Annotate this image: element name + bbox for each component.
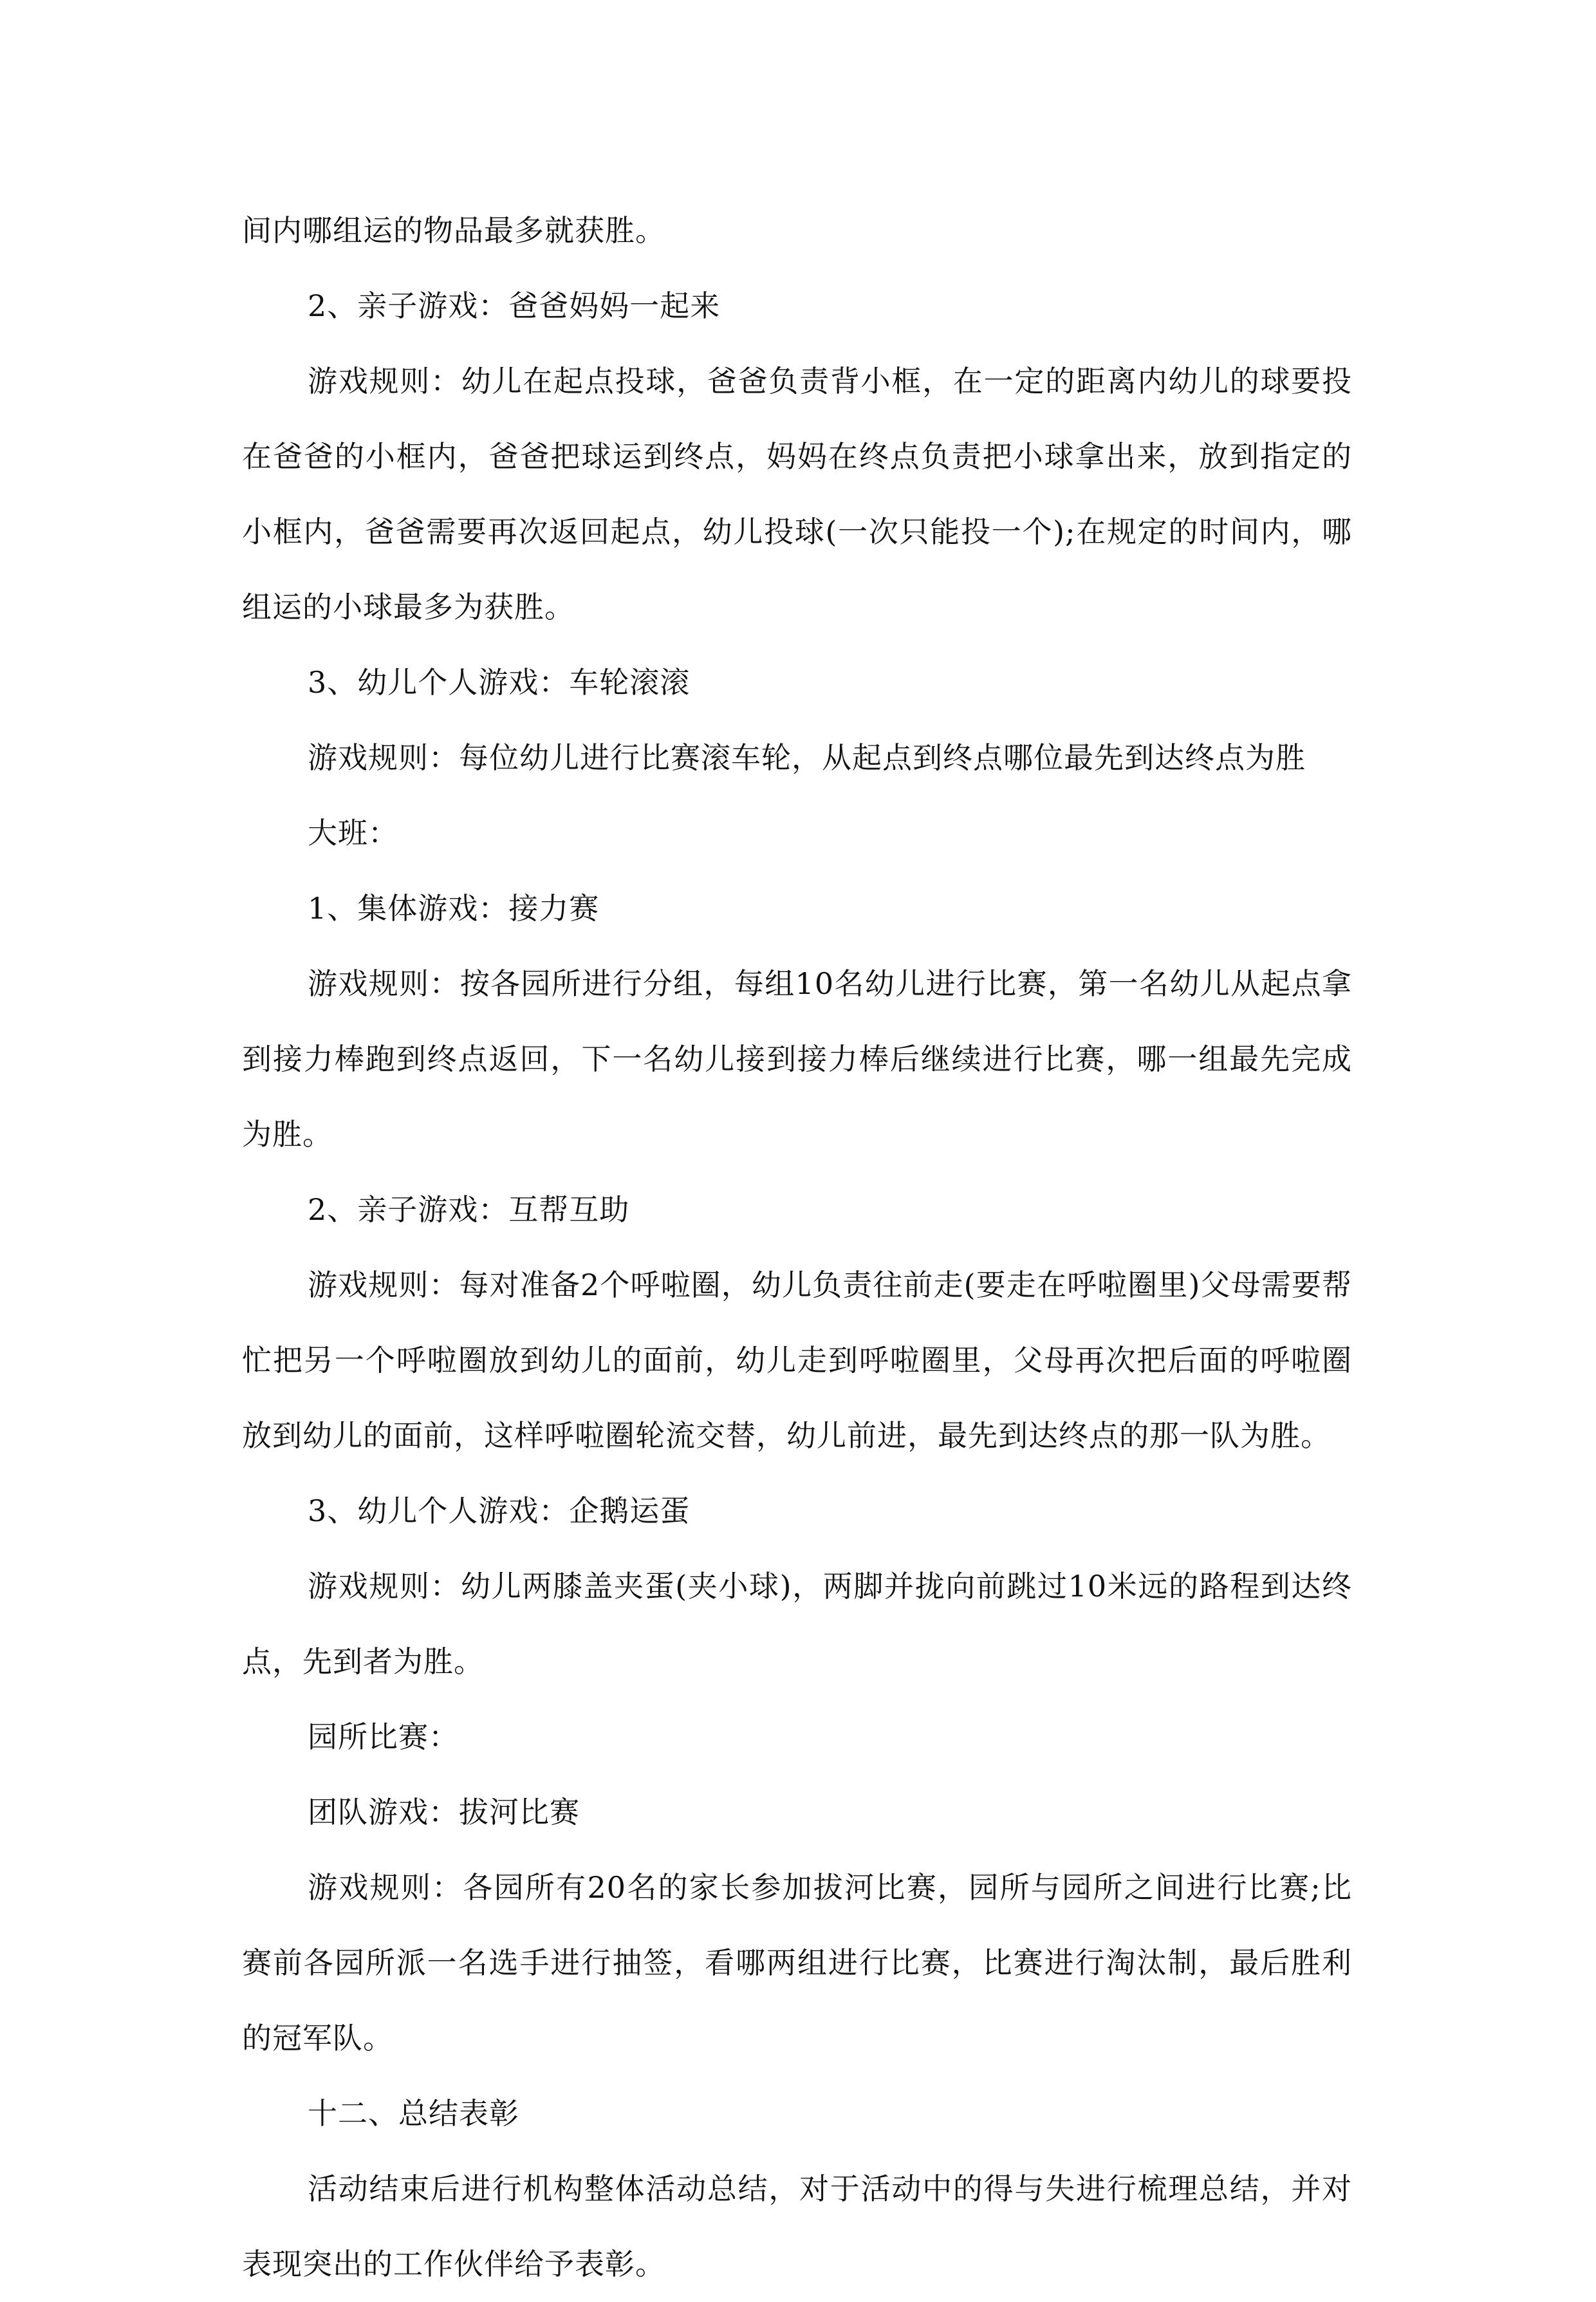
document-body bbox=[242, 193, 1352, 2302]
heading-tug-of-war: 团队游戏：拔河比赛 bbox=[308, 1795, 580, 1829]
rules-relay-race: 游戏规则：按各园所进行分组，每组10名幼儿进行比赛，第一名幼儿从起点拿到接力棒跑到终点返回，下一名幼儿接到接力棒后继续进行比赛，哪一组最先完成为胜。 bbox=[242, 966, 1352, 1152]
paragraph-continuation: 间内哪组运的物品最多就获胜。 bbox=[242, 213, 665, 248]
heading-kindergarten-competition: 园所比赛： bbox=[308, 1719, 459, 1754]
heading-summary-commendation: 十二、总结表彰 bbox=[308, 2096, 519, 2131]
rules-ball-throwing: 游戏规则：幼儿在起点投球，爸爸负责背小框，在一定的距离内幼儿的球要投在爸爸的小框内，爸爸把球运到终点，妈妈在终点负责把小球拿出来，放到指定的小框内，爸爸需要再次返回起点，幼儿投球(一次只能投一个);在规定的时间内，哪组运的小球最多为获胜。 bbox=[242, 364, 1352, 624]
heading-relay-race: 1、集体游戏：接力赛 bbox=[308, 891, 600, 926]
rules-tug-of-war: 游戏规则：各园所有20名的家长参加拔河比赛，园所与园所之间进行比赛;比赛前各园所派一名选手进行抽签，看哪两组进行比赛，比赛进行淘汰制，最后胜利的冠军队。 bbox=[242, 1870, 1352, 2055]
summary-paragraph: 活动结束后进行机构整体活动总结，对于活动中的得与失进行梳理总结，并对表现突出的工作伙伴给予表彰。 bbox=[242, 2171, 1352, 2281]
rules-wheel-rolling: 游戏规则：每位幼儿进行比赛滚车轮，从起点到终点哪位最先到达终点为胜 bbox=[308, 740, 1306, 775]
heading-mutual-help: 2、亲子游戏：互帮互助 bbox=[308, 1192, 630, 1227]
heading-senior-class: 大班： bbox=[308, 816, 398, 850]
rules-hula-hoop: 游戏规则：每对准备2个呼啦圈，幼儿负责往前走(要走在呼啦圈里)父母需要帮忙把另一个呼啦圈放到幼儿的面前，幼儿走到呼啦圈里，父母再次把后面的呼啦圈放到幼儿的面前，这样呼啦圈轮流交替，幼儿前进，最先到达终点的那一队为胜。 bbox=[242, 1268, 1352, 1453]
heading-parent-child-game-together: 2、亲子游戏：爸爸妈妈一起来 bbox=[308, 288, 721, 323]
heading-wheel-rolling: 3、幼儿个人游戏：车轮滚滚 bbox=[308, 665, 691, 700]
heading-penguin-egg: 3、幼儿个人游戏：企鹅运蛋 bbox=[308, 1493, 691, 1528]
rules-penguin-egg: 游戏规则：幼儿两膝盖夹蛋(夹小球)，两脚并拢向前跳过10米远的路程到达终点，先到者为胜。 bbox=[242, 1569, 1352, 1679]
